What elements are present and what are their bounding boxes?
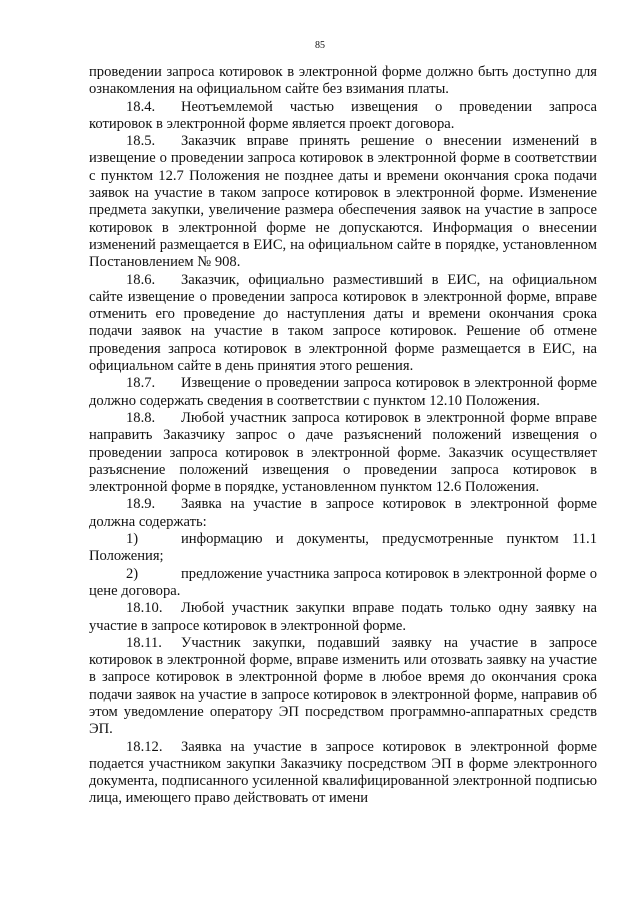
- list-item-text: предложение участника запроса котировок в электронной форме о цене договора.: [89, 565, 597, 599]
- list-item-number: 1): [126, 531, 139, 548]
- paragraph-number: 18.9.: [126, 496, 156, 513]
- paragraph-number: 18.12.: [126, 738, 163, 755]
- list-item-number: 2): [126, 565, 139, 582]
- paragraph-text: Неотъемлемой частью извещения о проведении запроса котировок в электронной форме является проект договора.: [89, 98, 597, 132]
- paragraph-text: проведении запроса котировок в электронной форме должно быть доступно для ознакомления на официальном сайте без взимания платы.: [89, 64, 597, 98]
- paragraph-text: Заказчик, официально разместивший в ЕИС, на официальном сайте извещение о проведении запроса котировок в электронной форме, вправе отменить его проведение до наступления даты и времени окончания срока подачи заявок на участие в таком запросе котировок. Решение об отмене проведения запроса котировок в электронной форме размещается в ЕИС, на официальном сайте в день принятия этого решения.: [89, 271, 597, 375]
- paragraph-18-9: [89, 496, 597, 531]
- paragraph-18-8: [89, 410, 597, 496]
- paragraph-text: Заказчик вправе принять решение о внесении изменений в извещение о проведении запроса котировок в электронной форме в соответствии с пунктом 12.7 Положения не позднее даты и времени окончания срока подачи заявок на участие в таком запросе котировок в электронной форме. Изменение предмета закупки, увеличение размера обеспечения заявок на участие в запросе котировок в электронной форме не допускаются. Информация о внесении изменений размещается в ЕИС, на официальном сайте в порядке, установленном Постановлением № 908.: [89, 133, 597, 271]
- paragraph-18-5: [89, 133, 597, 271]
- paragraph-number: 18.10.: [126, 600, 163, 617]
- list-item-text: информацию и документы, предусмотренные пунктом 11.1 Положения;: [89, 531, 597, 565]
- paragraph-text: Заявка на участие в запросе котировок в электронной форме должна содержать:: [89, 496, 597, 530]
- paragraph-number: 18.11.: [126, 634, 162, 651]
- page-number: 85: [315, 40, 325, 51]
- paragraph-text: Извещение о проведении запроса котировок в электронной форме должно содержать сведения в соответствии с пунктом 12.10 Положения.: [89, 375, 597, 409]
- paragraph-text: Участник закупки, подавший заявку на участие в запросе котировок в электронной форме, вправе изменить или отозвать заявку на участие в запросе котировок в электронной форме в любое время до окончания срока подачи заявок на участие в запросе котировок в электронной форме, направив об этом уведомление оператору ЭП посредством программно-аппаратных средств ЭП.: [89, 634, 597, 738]
- paragraph-18-6: [89, 272, 597, 376]
- paragraph-18-7: [89, 375, 597, 410]
- paragraph-text: Любой участник запроса котировок в электронной форме вправе направить Заказчику запрос о даче разъяснений положений извещения о проведении запроса котировок в электронной форме. Заказчик осуществляет разъяснение положений извещения о проведении запроса котировок в электронной форме в порядке, установленном пунктом 12.6 Положения.: [89, 409, 597, 496]
- list-item-2: [89, 566, 597, 601]
- paragraph-number: 18.6.: [126, 271, 156, 288]
- paragraph-18-10: [89, 600, 597, 635]
- paragraph-number: 18.5.: [126, 133, 156, 150]
- paragraph-18-12: [89, 739, 597, 808]
- paragraph-number: 18.8.: [126, 409, 156, 426]
- paragraph-text: Любой участник закупки вправе подать только одну заявку на участие в запросе котировок в электронной форме.: [89, 600, 597, 634]
- document-body: [89, 64, 597, 808]
- paragraph-18-4: [89, 99, 597, 134]
- paragraph-continuation: [89, 64, 597, 99]
- paragraph-18-11: [89, 635, 597, 739]
- list-item-1: [89, 531, 597, 566]
- paragraph-number: 18.7.: [126, 375, 156, 392]
- paragraph-text: Заявка на участие в запросе котировок в электронной форме подается участником закупки Заказчику посредством ЭП в форме электронного документа, подписанного усиленной квалифицированной электронной подписью лица, имеющего право действовать от имени: [89, 738, 597, 807]
- paragraph-number: 18.4.: [126, 98, 156, 115]
